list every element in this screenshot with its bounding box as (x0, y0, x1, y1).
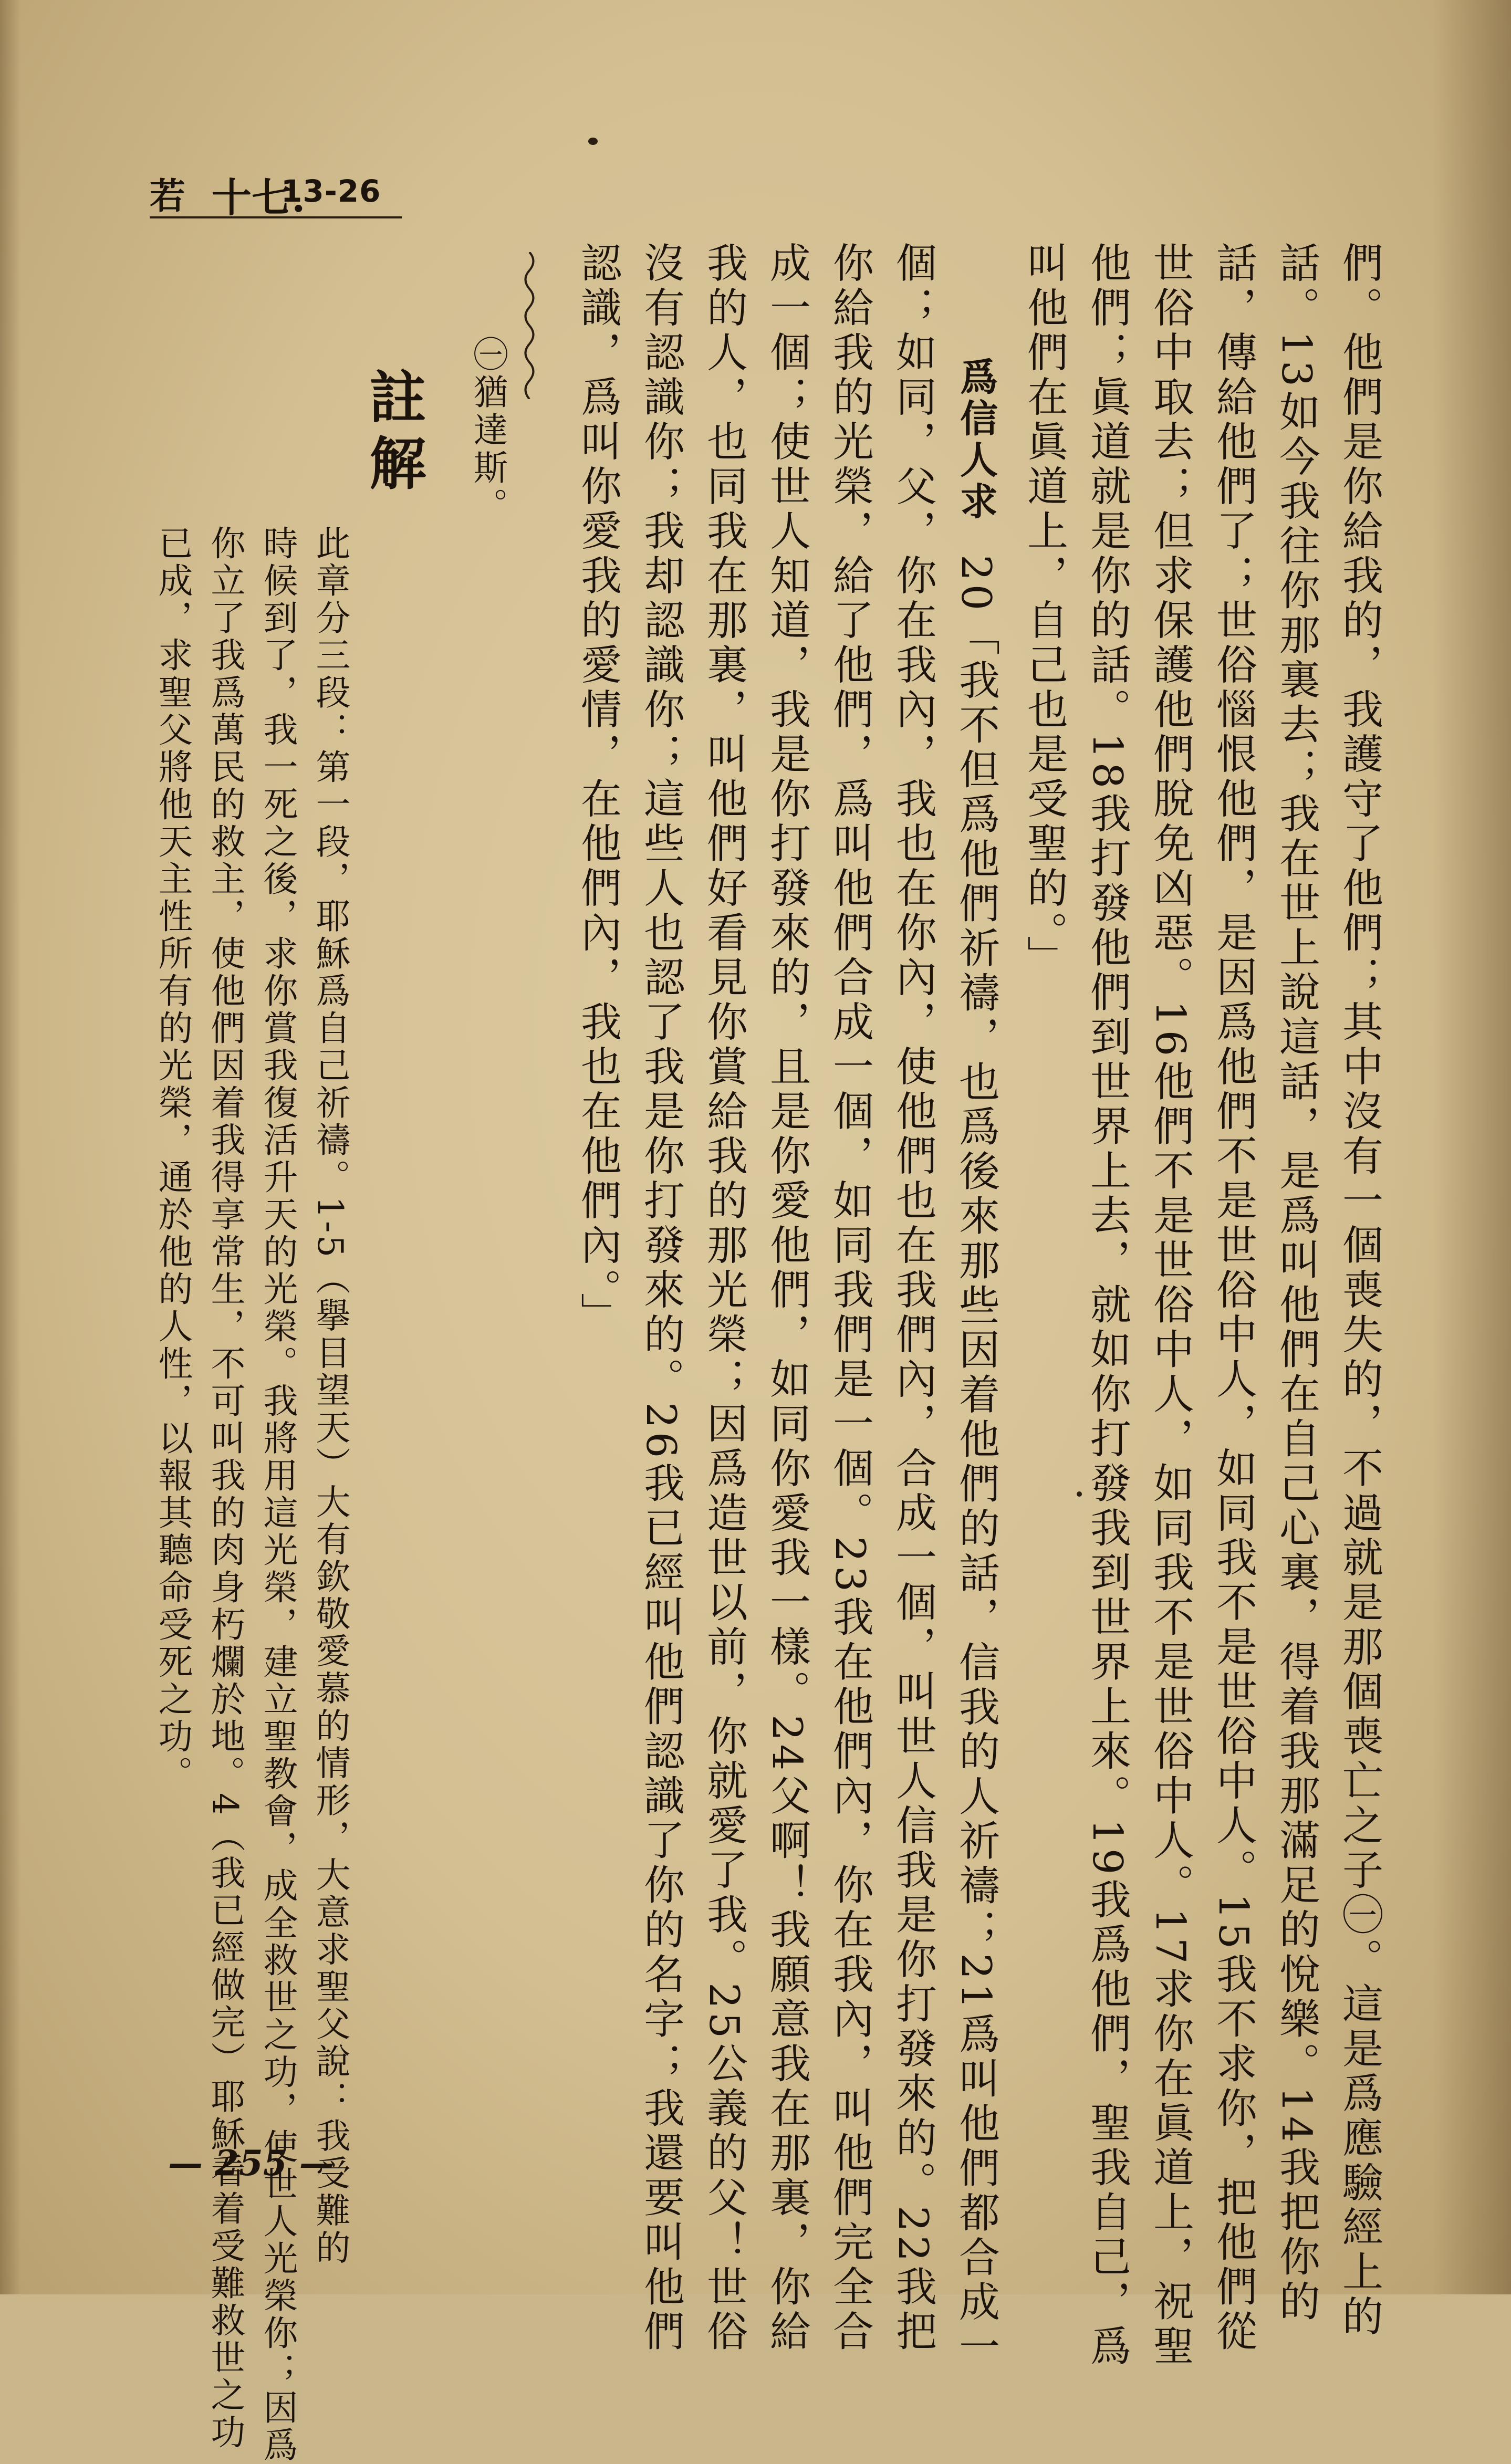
notes-column-2: 時候到了，我一死之後，求你賞我復活升天的光榮。我將用這光榮，建立聖教會，成全救世之功，使世人光榮你；因爲 (257, 525, 298, 2464)
text-column-5: 他們；眞道就是你的話。18我打發他們到世界上去，就如你打發我到世界上來。19我爲他們，聖我自己，爲 (1083, 242, 1131, 2369)
text-column-7 (951, 357, 1001, 2370)
section-subheading: 爲信人求 (954, 357, 998, 523)
text-column-10: 成一個；使世人知道，我是你打發來的，且是你愛他們，如同你愛我一樣。24父啊！我願意我在那裏，你給 (763, 242, 810, 2355)
text-column-9: 你給我的光榮，給了他們，爲叫他們合成一個，如同我們是一個。23我在他們內，你在我內，叫他們完全合 (826, 242, 873, 2355)
text-column-6: 叫他們在眞道上，自己也是受聖的。」 (1020, 242, 1068, 980)
notes-column-4: 已成，求聖父將他天主性所有的光榮，通於他的人性，以報其聽命受死之功。 (152, 525, 193, 1793)
text-column-4: 世俗中取去；但求保護他們脫免凶惡。16他們不是世俗中人，如同我不是世俗中人。17求你在眞道上，祝聖 (1147, 242, 1194, 2369)
page-shadow-right (1432, 0, 1511, 2294)
ink-speck (1077, 1491, 1082, 1497)
page-number: — 255 — (168, 2143, 334, 2184)
notes-column-1: 此章分三段：第一段，耶穌爲自己祈禱。1-5（擧目望天）大有欽敬愛慕的情形，大意求聖父說：我受難的 (310, 525, 350, 2267)
text-column-11: 我的人，也同我在那裏，叫他們好看見你賞給我的那光榮；因爲造世以前，你就愛了我。25公義的父！世俗 (700, 242, 747, 2355)
page-shadow-left (0, 0, 21, 2294)
text-column-8: 個；如同，父，你在我內，我也在你內，使他們也在我們內，合成一個，叫世人信我是你打發來的。22我把 (889, 242, 936, 2355)
footnote: ㊀猶達斯。 (467, 336, 508, 525)
text-column-12: 沒有認識你；我却認識你；這些人也認了我是你打發來的。26我已經叫他們認識了你的名字；我還要叫他們 (637, 242, 684, 2355)
text-column-1: 們。他們是你給我的，我護守了他們；其中沒有一個喪失的，不過就是那個喪亡之子㊀。這是爲應驗經上的 (1336, 242, 1383, 2340)
ink-speck (588, 138, 598, 145)
notes-column-3: 你立了我爲萬民的救主，使他們因着我得享常生，不可叫我的肉身朽爛於地。4（我已經做完）耶穌看着受難救世之功 (205, 525, 245, 2451)
header-chapter: 十七. (212, 174, 306, 221)
header-book: 若 (150, 175, 186, 217)
header-verses: 13-26 (281, 173, 381, 209)
notes-heading: 註解 (360, 368, 426, 500)
text-column-2: 話。13如今我往你那裏去；我在世上說這話，是爲叫他們在自己心裏，得着我那滿足的悅樂。14我把你的 (1273, 242, 1320, 2325)
text-column-3: 話，傳給他們了；世俗惱恨他們，是因爲他們不是世俗中人，如同我不是世俗中人。15我不求你，把他們從 (1210, 242, 1257, 2355)
text-column-7-body: 20「我不但爲他們祈禱，也爲後來那些因着他們的話，信我的人祈禱；21爲叫他們都合成一 (952, 555, 999, 2370)
running-header (150, 164, 402, 221)
separator-wave (519, 252, 540, 399)
text-column-13: 認識，爲叫你愛我的愛情，在他們內，我也在他們內。」 (574, 242, 621, 1337)
